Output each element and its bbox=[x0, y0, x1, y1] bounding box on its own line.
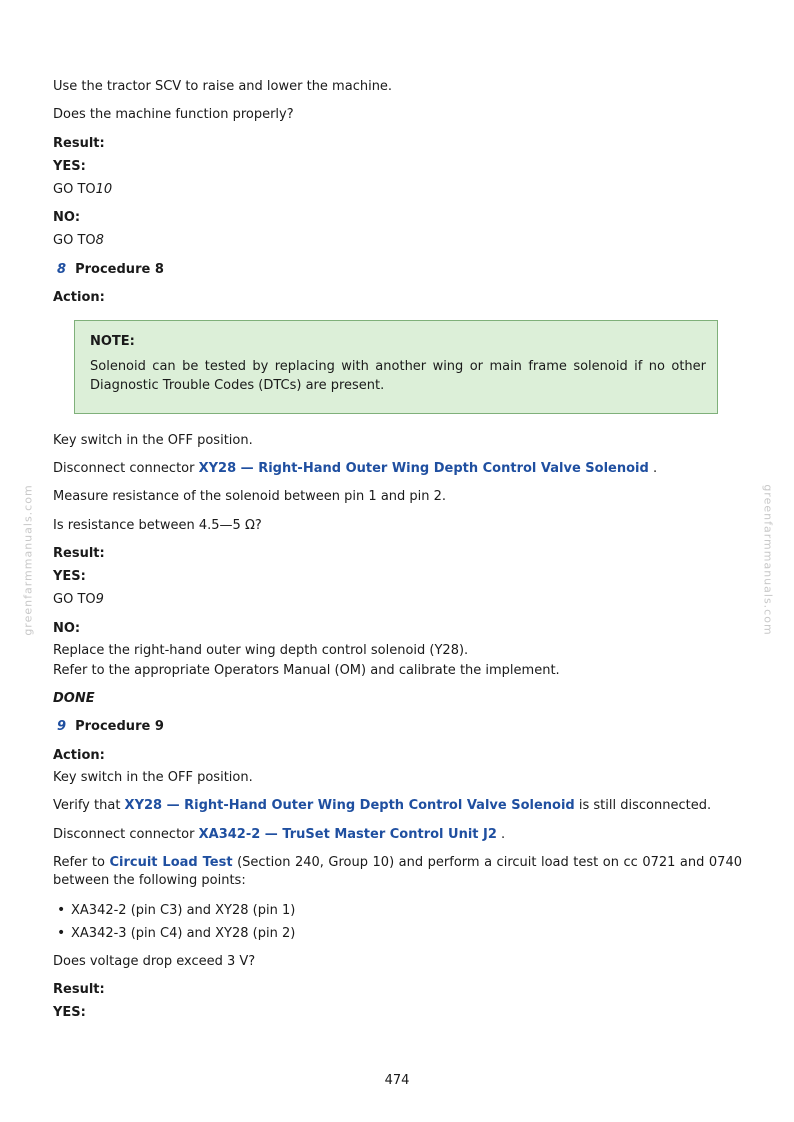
goto-target-link[interactable]: 10 bbox=[95, 182, 113, 197]
step-text: Key switch in the OFF position. bbox=[53, 433, 253, 448]
result-label: Result: bbox=[53, 136, 105, 151]
note-box bbox=[74, 320, 718, 414]
no-label: NO: bbox=[53, 210, 81, 225]
question-text: Does voltage drop exceed 3 V? bbox=[53, 954, 256, 969]
yes-label: YES: bbox=[53, 1005, 86, 1020]
bullet-icon: • bbox=[57, 925, 66, 941]
step-text bbox=[53, 460, 657, 478]
procedure-number: 8 bbox=[57, 262, 67, 277]
step-suffix: (Section 240, Group 10) and perform a circuit load test on cc 0721 and 0740 between the following points: bbox=[53, 855, 742, 888]
result-label: Result: bbox=[53, 982, 105, 997]
step-suffix: is still disconnected. bbox=[574, 798, 712, 813]
no-goto bbox=[53, 232, 104, 250]
instruction-text: Use the tractor SCV to raise and lower the machine. bbox=[53, 79, 393, 94]
yes-goto bbox=[53, 181, 112, 199]
watermark-right: greenfarmmanuals.com bbox=[761, 484, 775, 636]
step-prefix: Disconnect connector bbox=[53, 827, 199, 842]
step-text bbox=[53, 826, 505, 844]
note-body: Solenoid can be tested by replacing with another wing or main frame solenoid if no other Diagnostic Trouble Codes (DTCs) are present. bbox=[90, 359, 706, 393]
yes-goto bbox=[53, 591, 104, 609]
step-prefix: Refer to bbox=[53, 855, 110, 870]
no-text: Replace the right-hand outer wing depth control solenoid (Y28). bbox=[53, 643, 469, 658]
step-text: Measure resistance of the solenoid between pin 1 and pin 2. bbox=[53, 489, 447, 504]
result-label: Result: bbox=[53, 546, 105, 561]
procedure-title: Procedure 9 bbox=[75, 719, 164, 734]
list-item: XA342-3 (pin C4) and XY28 (pin 2) bbox=[71, 926, 296, 941]
page-number: 474 bbox=[384, 1073, 410, 1088]
yes-label: YES: bbox=[53, 159, 86, 174]
goto-prefix: GO TO bbox=[53, 233, 96, 248]
procedure-9-heading bbox=[57, 718, 164, 736]
step-text bbox=[53, 854, 742, 890]
procedure-number: 9 bbox=[57, 719, 67, 734]
list-item: XA342-2 (pin C3) and XY28 (pin 1) bbox=[71, 903, 296, 918]
no-label: NO: bbox=[53, 621, 81, 636]
action-label: Action: bbox=[53, 748, 105, 763]
procedure-8-heading bbox=[57, 261, 164, 279]
connector-xy28-link[interactable]: XY28 — Right-Hand Outer Wing Depth Control Valve Solenoid bbox=[124, 798, 575, 813]
connector-xy28-link[interactable]: XY28 — Right-Hand Outer Wing Depth Control Valve Solenoid bbox=[198, 461, 649, 476]
goto-target-link[interactable]: 9 bbox=[95, 592, 104, 607]
no-text: Refer to the appropriate Operators Manual (OM) and calibrate the implement. bbox=[53, 663, 560, 678]
procedure-title: Procedure 8 bbox=[75, 262, 164, 277]
step-prefix: Disconnect connector bbox=[53, 461, 199, 476]
question-text: Does the machine function properly? bbox=[53, 107, 294, 122]
done-label: DONE bbox=[53, 691, 95, 706]
goto-prefix: GO TO bbox=[53, 182, 96, 197]
connector-xa342-2-link[interactable]: XA342-2 — TruSet Master Control Unit J2 bbox=[198, 827, 497, 842]
step-text bbox=[53, 797, 711, 815]
yes-label: YES: bbox=[53, 569, 86, 584]
circuit-load-test-link[interactable]: Circuit Load Test bbox=[109, 855, 233, 870]
goto-prefix: GO TO bbox=[53, 592, 96, 607]
step-prefix: Verify that bbox=[53, 798, 125, 813]
step-text: Key switch in the OFF position. bbox=[53, 770, 253, 785]
question-text: Is resistance between 4.5—5 Ω? bbox=[53, 518, 262, 533]
action-label: Action: bbox=[53, 290, 105, 305]
bullet-icon: • bbox=[57, 902, 66, 918]
step-suffix: . bbox=[648, 461, 658, 476]
goto-target-link[interactable]: 8 bbox=[95, 233, 104, 248]
watermark-left: greenfarmmanuals.com bbox=[21, 484, 35, 636]
note-title: NOTE: bbox=[90, 334, 135, 349]
step-suffix: . bbox=[496, 827, 506, 842]
